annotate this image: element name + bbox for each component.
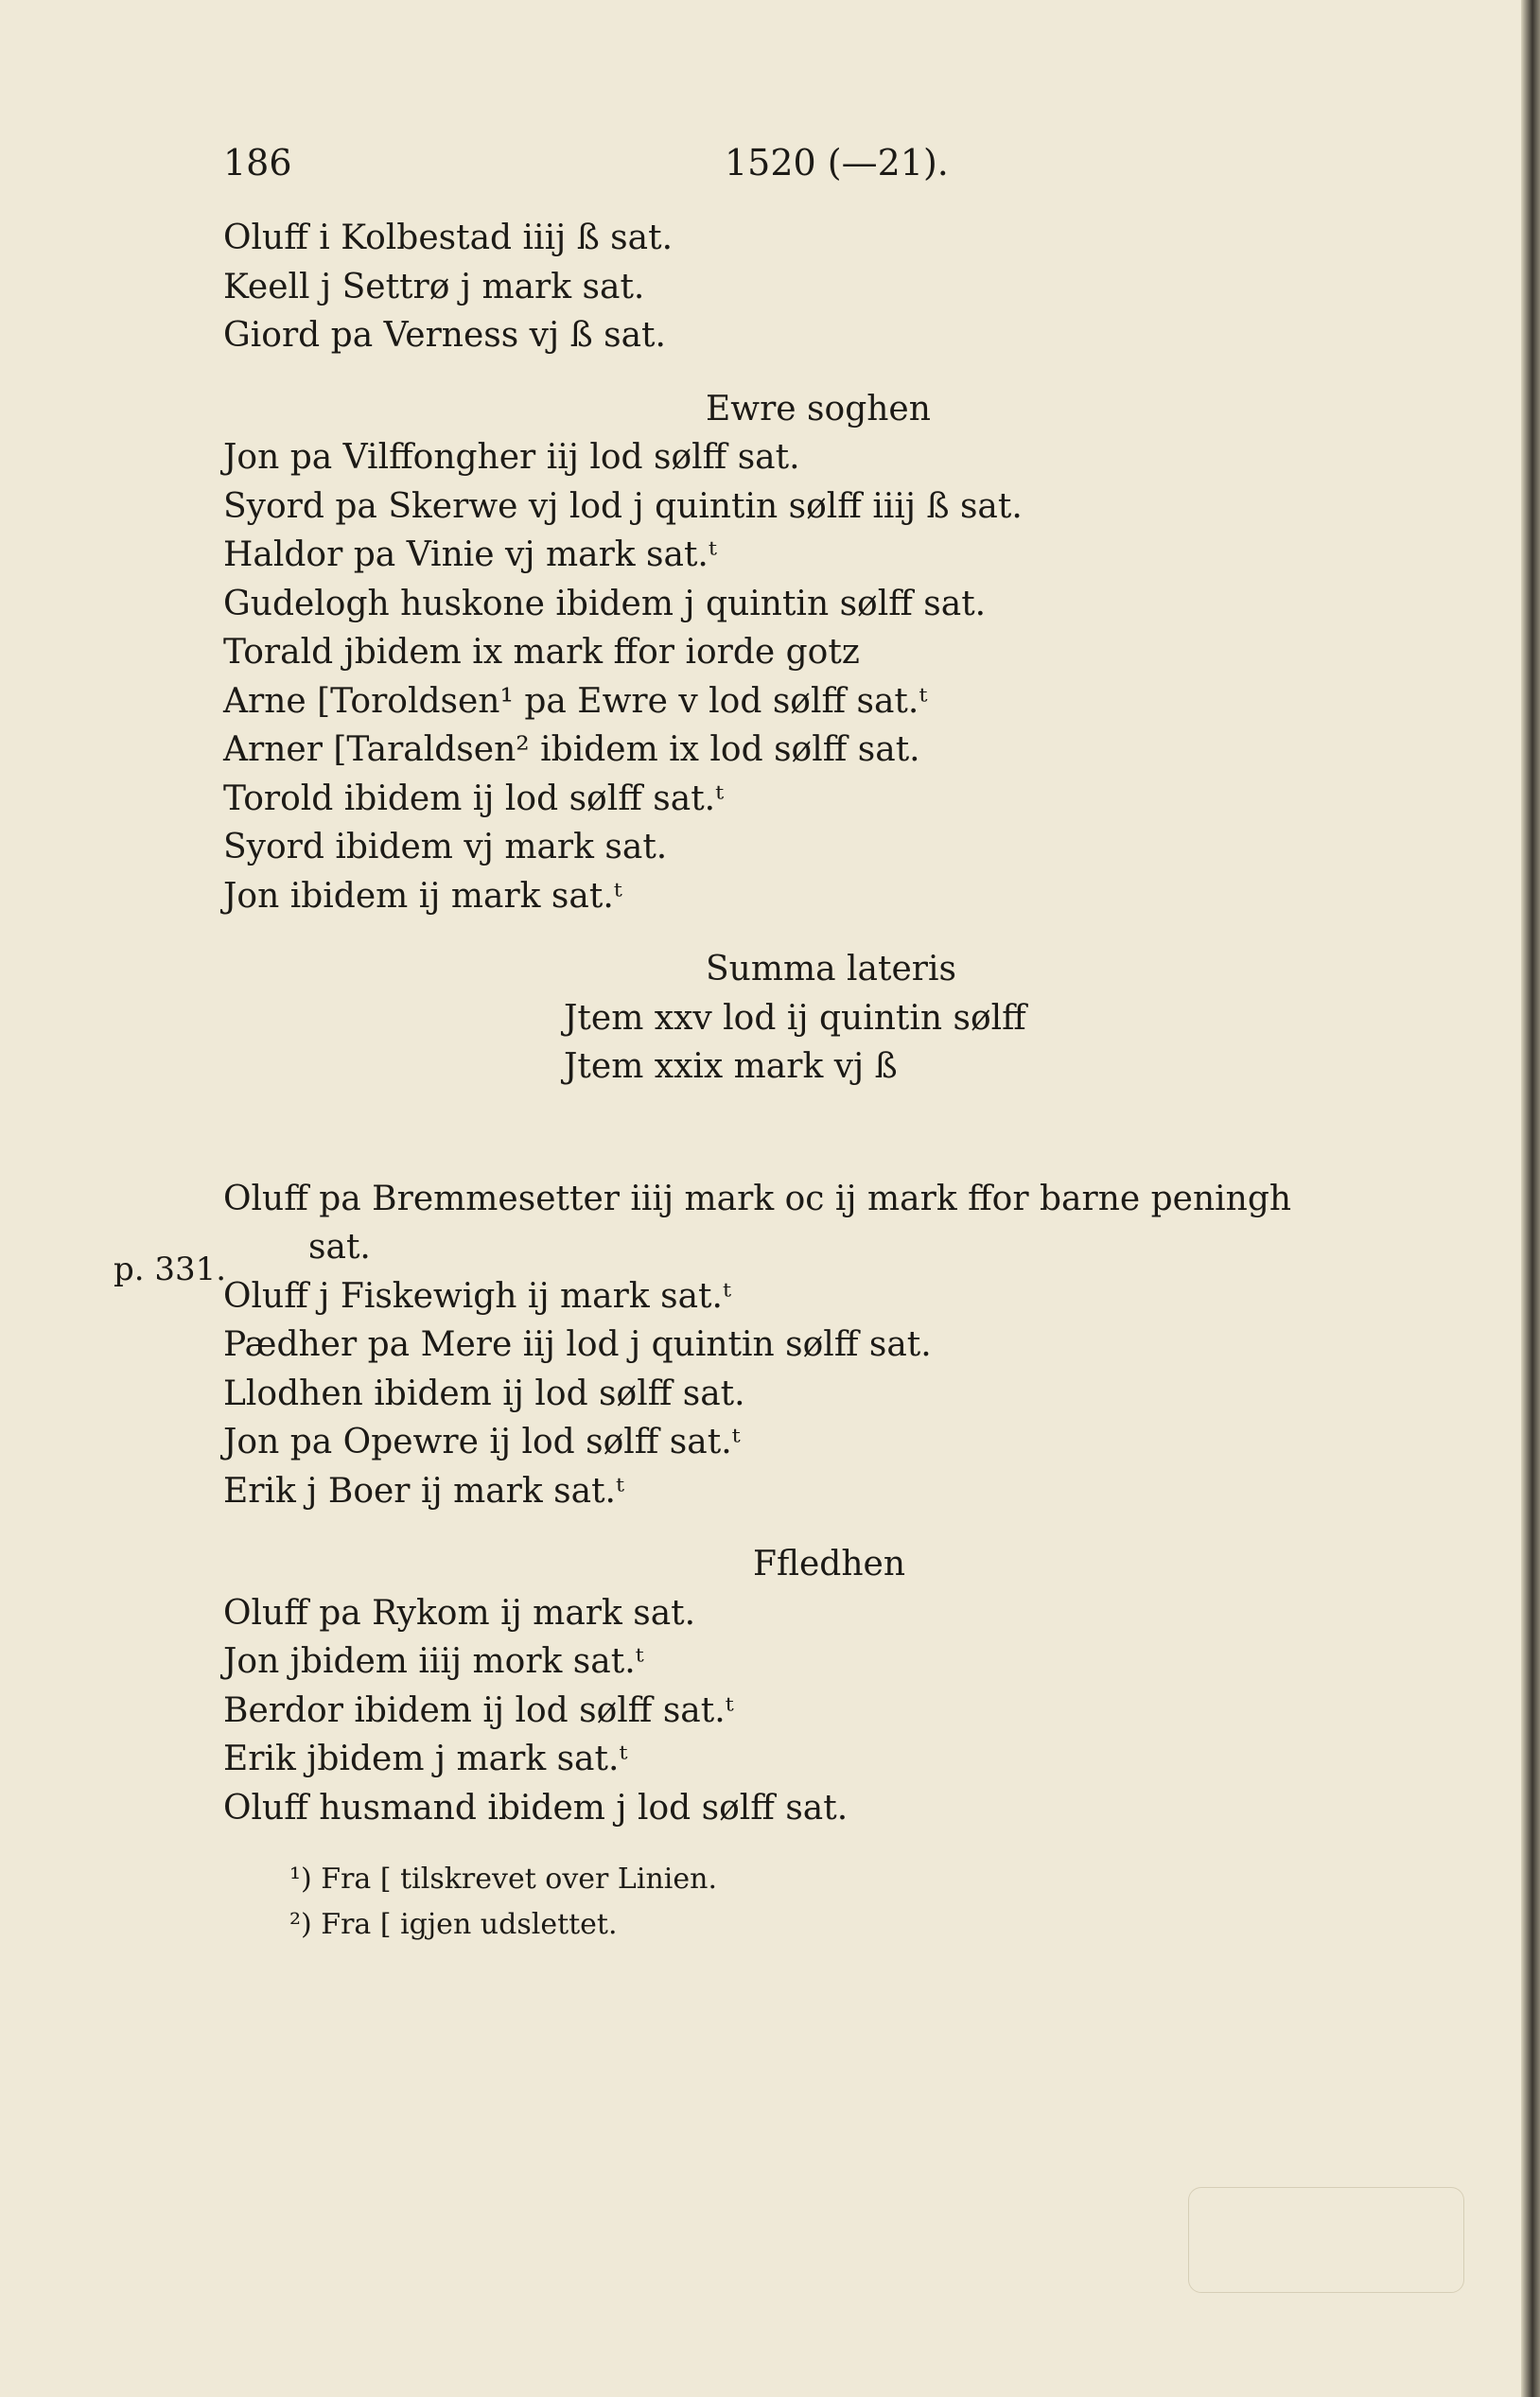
footnote: ¹) Fra [ tilskrevet over Linien. [289, 1863, 717, 1896]
page-header [223, 142, 1169, 199]
page-edge [1521, 0, 1540, 2397]
text-line: Keell j Settrø j mark sat. [223, 267, 645, 306]
text-line: Pædher pa Mere iij lod j quintin sølff sat. [223, 1325, 932, 1364]
text-line: Oluff j Fiskewigh ij mark sat.ᵗ [223, 1276, 731, 1316]
text-line: Arner [Taraldsen² ibidem ix lod sølff sat. [223, 730, 920, 769]
text-line: Llodhen ibidem ij lod sølff sat. [223, 1373, 745, 1413]
text-line: Syord pa Skerwe vj lod j quintin sølff iiij ß sat. [223, 486, 1023, 526]
section-heading-ewre: Ewre soghen [706, 389, 931, 429]
summa-item: Jtem xxv lod ij quintin sølff [564, 998, 1026, 1038]
text-line: Erik j Boer ij mark sat.ᵗ [223, 1471, 624, 1511]
summa-heading: Summa lateris [706, 950, 956, 989]
text-line: Oluff pa Bremmesetter iiij mark oc ij mark ffor barne peningh [223, 1179, 1292, 1218]
text-line: Arne [Toroldsen¹ pa Ewre v lod sølff sat.ᵗ [223, 681, 928, 721]
text-line: Haldor pa Vinie vj mark sat.ᵗ [223, 535, 717, 574]
text-line: Jon jbidem iiij mork sat.ᵗ [223, 1642, 644, 1681]
page-number: 186 [223, 142, 292, 184]
show-through-mark [1188, 2187, 1464, 2293]
section-heading-fledhen: Ffledhen [753, 1545, 906, 1583]
text-line: Jon pa Opewre ij lod sølff sat.ᵗ [223, 1423, 741, 1461]
text-line: Giord pa Verness vj ß sat. [223, 316, 666, 355]
text-line: Oluff i Kolbestad iiij ß sat. [223, 219, 674, 257]
text-line: Syord ibidem vj mark sat. [223, 828, 668, 866]
text-line: Jon pa Vilffongher iij lod sølff sat. [223, 438, 800, 477]
text-line: Torold ibidem ij lod sølff sat.ᵗ [223, 779, 724, 818]
text-line: Jon ibidem ij mark sat.ᵗ [223, 876, 622, 916]
running-title: 1520 (—21). [725, 142, 949, 184]
summa-item: Jtem xxix mark vj ß [564, 1047, 898, 1086]
page-body [223, 214, 1453, 1948]
text-line: Oluff pa Rykom ij mark sat. [223, 1593, 696, 1633]
text-line: Erik jbidem j mark sat.ᵗ [223, 1740, 628, 1778]
text-line: Berdor ibidem ij lod sølff sat.ᵗ [223, 1690, 734, 1730]
text-line-continued: sat. [308, 1228, 371, 1267]
text-line: Torald jbidem ix mark ffor iorde gotz [223, 633, 860, 672]
text-line: Oluff husmand ibidem j lod sølff sat. [223, 1788, 849, 1828]
footnote: ²) Fra [ igjen udslettet. [289, 1908, 618, 1941]
margin-page-marker: p. 331. [114, 1251, 227, 1288]
text-line: Gudelogh huskone ibidem j quintin sølff sat. [223, 584, 987, 623]
